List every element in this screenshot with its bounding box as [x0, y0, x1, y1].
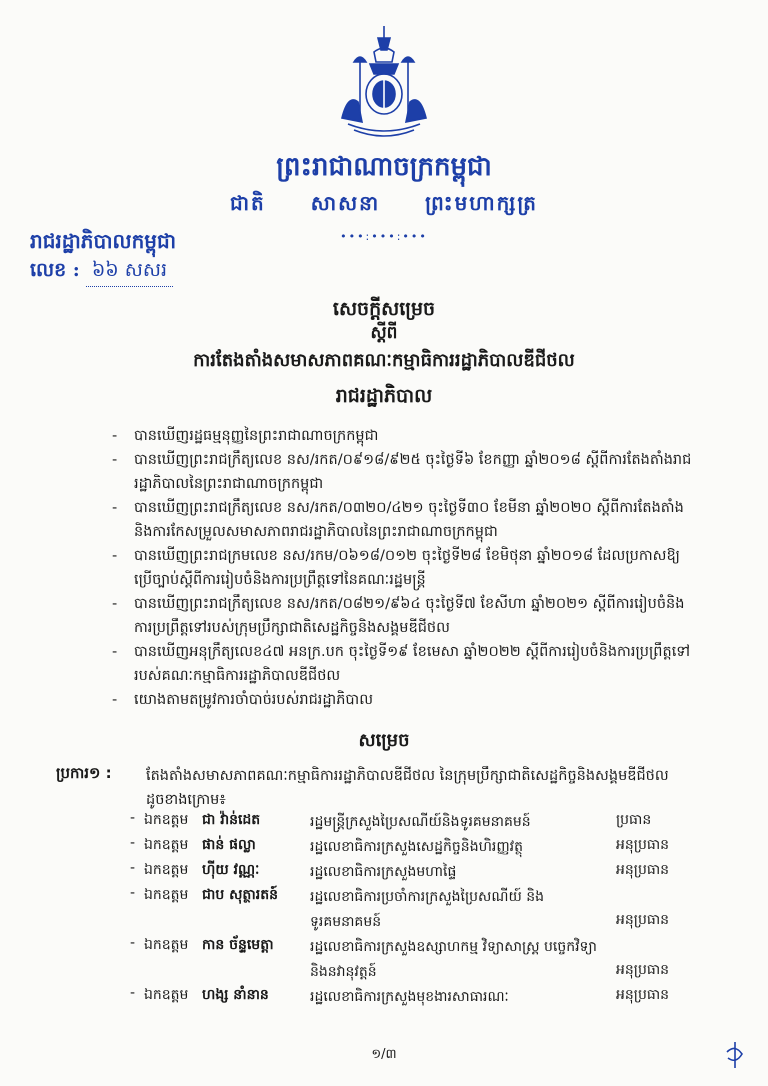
member-role: អនុប្រធាន [616, 987, 670, 1003]
list-dash: - [130, 835, 136, 851]
preamble-text: បានឃើញអនុក្រឹត្យលេខ៤៧ អនក្រ.បក ចុះថ្ងៃទី១៩ ខែមេសា ឆ្នាំ២០២២ ស្ដីពីការរៀបចំនិងការប្រព្រឹត្តទៅរបស់គណៈកម្មាធិការរដ្ឋាភិបាលឌីជីថល [134, 644, 691, 684]
decision-about: ស្ដីពី [370, 323, 398, 343]
member-position: រដ្ឋលេខាធិការក្រសួងមហាផ្ទៃ [310, 864, 457, 880]
preamble-text: បានឃើញព្រះរាជក្រឹត្យលេខ នស/រកត/០៩១៨/៩២៥ ចុះថ្ងៃទី៦ ខែកញ្ញា ឆ្នាំ២០១៨ ស្ដីពីការតែងតាំងរាជរដ្ឋាភិបាលនៃព្រះរាជាណាចក្រកម្ពុជា [134, 452, 692, 492]
member-name: ជាប សុត្ថារតន៍ [202, 887, 278, 903]
document-number-label: លេខ : [30, 259, 80, 281]
member-position: រដ្ឋលេខាធិការក្រសួងសេដ្ឋកិច្ចនិងហិរញ្ញវត្ថុ [310, 839, 524, 855]
list-dash: - [130, 860, 136, 876]
list-dash: - [112, 452, 118, 468]
member-name: ផាន់ ផល្លា [202, 837, 256, 853]
list-dash: - [112, 596, 118, 612]
list-dash: - [130, 885, 136, 901]
member-name: ហង្ស នាំនាន [202, 987, 269, 1003]
member-position: រដ្ឋលេខាធិការក្រសួងឧស្សាហកម្ម វិទ្យាសាស្ត្រ បច្ចេកវិទ្យា និងនវានុវត្តន៍ [310, 939, 597, 980]
preamble-text: បានឃើញព្រះរាជក្រមលេខ នស/រកម/០៦១៨/០១២ ចុះថ្ងៃទី២៨ ខែមិថុនា ឆ្នាំ២០១៨ ដែលប្រកាសឱ្យប្រើច្បាប់ស្ដីពីការរៀបចំនិងការប្រព្រឹត្តទៅនៃគណៈរដ្ឋមន្ត្រី [134, 548, 680, 588]
preamble-item [112, 640, 692, 688]
member-row [130, 860, 690, 885]
member-position: រដ្ឋលេខាធិការប្រចាំការក្រសួងប្រៃសណីយ៍ និងទូរគមនាគមន៍ [310, 889, 545, 930]
initial-signature-icon [722, 1040, 748, 1070]
preamble-list [112, 424, 692, 712]
preamble-text: បានឃើញព្រះរាជក្រឹត្យលេខ នស/រកត/០៨២១/៩៦៤ ចុះថ្ងៃទី៧ ខែសីហា ឆ្នាំ២០២១ ស្ដីពីការរៀបចំនិងការប្រព្រឹត្តទៅរបស់ក្រុមប្រឹក្សាជាតិសេដ្ឋកិច្ចនិងសង្គមឌីជីថល [134, 596, 685, 636]
member-row [130, 935, 690, 985]
member-title: ឯកឧត្តម [144, 937, 189, 953]
member-title: ឯកឧត្តម [144, 887, 189, 903]
member-name: ហ៊ីយ វណ្ណៈ [202, 862, 260, 878]
preamble-text: យោងតាមតម្រូវការចាំបាច់របស់រាជរដ្ឋាភិបាល [134, 692, 374, 708]
member-title: ឯកឧត្តម [144, 837, 189, 853]
member-role: អនុប្រធាន [616, 962, 670, 978]
list-dash: - [130, 985, 136, 1001]
member-row [130, 885, 690, 935]
preamble-item [112, 544, 692, 592]
member-role: អនុប្រធាន [616, 862, 670, 878]
preamble-item [112, 592, 692, 640]
member-role: អនុប្រធាន [616, 912, 670, 928]
member-row [130, 985, 690, 1010]
kingdom-name: ព្រះរាជាណាចក្រកម្ពុជា [276, 152, 492, 182]
motto-religion: សាសនា [310, 191, 381, 215]
member-name: ជា វ៉ាន់ដេត [202, 812, 261, 828]
article-text: តែងតាំងសមាសភាពគណៈកម្មាធិការរដ្ឋាភិបាលឌីជីថល នៃក្រុមប្រឹក្សាជាតិសេដ្ឋកិច្ចនិងសង្គមឌីជីថល ដូចខាងក្រោម៖ [146, 768, 669, 808]
list-dash: - [112, 428, 118, 444]
member-title: ឯកឧត្តម [144, 987, 189, 1003]
page-number: ១/៣ [371, 1047, 397, 1062]
preamble-text: បានឃើញព្រះរាជក្រឹត្យលេខ នស/រកត/០៣២០/៤២១ ចុះថ្ងៃទី៣០ ខែមីនា ឆ្នាំ២០២០ ស្ដីពីការតែងតាំង និងការកែសម្រួលសមាសភាពរាជរដ្ឋាភិបាលនៃព្រះរាជាណាចក្រកម្ពុជា [134, 500, 684, 540]
list-dash: - [112, 644, 118, 660]
member-row [130, 835, 690, 860]
decision-issuer: រាជរដ្ឋាភិបាល [335, 385, 433, 407]
member-list [130, 810, 690, 1010]
motto-nation: ជាតិ [229, 191, 266, 215]
motto-king: ព្រះមហាក្សត្រ [425, 191, 538, 215]
member-role: អនុប្រធាន [616, 837, 670, 853]
national-motto [0, 190, 768, 220]
issuing-government: រាជរដ្ឋាភិបាលកម្ពុជា [30, 229, 176, 253]
document-number [30, 258, 173, 287]
preamble-item [112, 448, 692, 496]
member-position: រដ្ឋលេខាធិការក្រសួងមុខងារសាធារណៈ [310, 989, 509, 1005]
royal-coat-of-arms-icon [334, 22, 434, 140]
preamble-item [112, 424, 692, 448]
list-dash: - [130, 810, 136, 826]
preamble-item [112, 688, 692, 712]
preamble-text: បានឃើញរដ្ឋធម្មនុញ្ញនៃព្រះរាជាណាចក្រកម្ពុជា [134, 428, 379, 444]
preamble-item [112, 496, 692, 544]
decision-subject: ការតែងតាំងសមាសភាពគណៈកម្មាធិការរដ្ឋាភិបាលឌីជីថល [193, 350, 575, 371]
member-row [130, 810, 690, 835]
member-name: កាន ច័ន្ទមេត្តា [202, 937, 274, 953]
list-dash: - [112, 692, 118, 708]
list-dash: - [112, 548, 118, 564]
decision-heading: សម្រេច [358, 730, 410, 751]
article-label: ប្រការ១ : [56, 764, 112, 782]
list-dash: - [112, 500, 118, 516]
document-number-value: ៦៦ សសរ [86, 258, 173, 287]
member-title: ឯកឧត្តម [144, 812, 189, 828]
header-ornament: •••:•••:••• [340, 230, 428, 243]
list-dash: - [130, 935, 136, 951]
member-position: រដ្ឋមន្ត្រីក្រសួងប្រៃសណីយ៍និងទូរគមនាគមន៍ [310, 814, 531, 830]
member-role: ប្រធាន [616, 812, 652, 828]
decision-title: សេចក្ដីសម្រេច [332, 298, 436, 320]
member-title: ឯកឧត្តម [144, 862, 189, 878]
